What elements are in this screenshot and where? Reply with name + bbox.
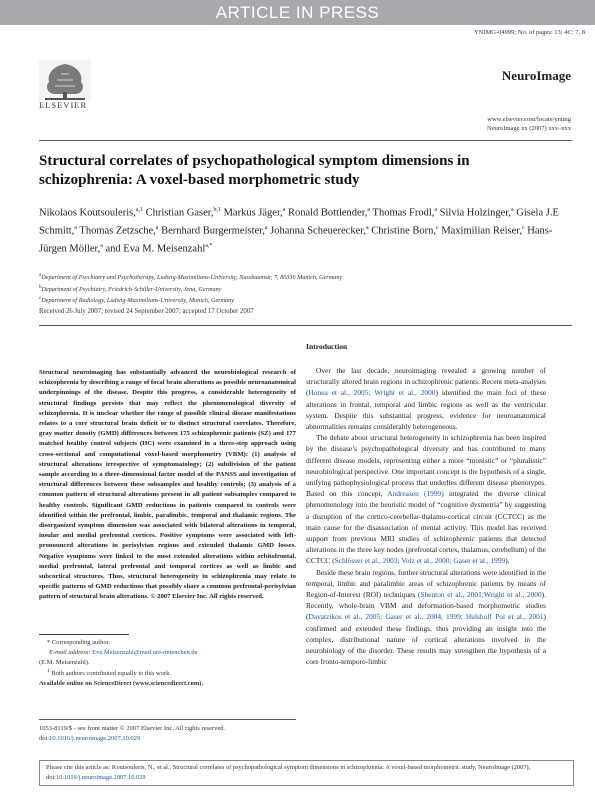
author-name: Markus Jäger,	[223, 207, 283, 219]
author-name: Maximilian Reiser,	[441, 225, 522, 237]
author-affiliation-marker: a,1	[135, 207, 143, 213]
email-line	[39, 648, 296, 658]
correspondence-footnote	[39, 638, 296, 689]
header-rule	[39, 140, 572, 141]
article-in-press-banner: ARTICLE IN PRESS	[0, 0, 595, 25]
doi-prefix: doi:	[39, 734, 50, 742]
issn-line: 1053-8119/$ - see front matter © 2007 Elsevier Inc. All rights reserved.	[39, 725, 226, 732]
author-name: Christine Born,	[371, 225, 437, 237]
intro-p2-text-b: integrated the diverse clinical phenomenology into the heuristic model of “cognitive dysmetria” by suggesting a disruption of the cortico-cerebellar-thalamo-cortical circuit (CCTCC) as the main cause for the disassociation of mental activity. This model has received support from previous MRI studies of schizophrenic patients that detected alterations in the three key nodes (prefrontal cortex, thalamus, cerebellum) of the CCTCC (	[306, 489, 546, 566]
author-affiliation-marker: a	[282, 207, 286, 213]
author-name: Thomas Zetzsche,	[79, 225, 156, 237]
affiliation-marker: a	[39, 273, 42, 278]
author-affiliation-marker: a	[155, 225, 159, 231]
intro-p1-ref[interactable]: Honea et al., 2005; Wright et al., 2000	[308, 388, 436, 398]
introduction-column	[306, 342, 546, 667]
journal-url[interactable]: www.elsevier.com/locate/ynimg	[487, 116, 571, 123]
intro-paragraph-1	[306, 365, 546, 432]
author-name: Gisela J.E Schmitt,	[39, 207, 559, 237]
author-list	[39, 203, 559, 257]
author-name: Silvia Holzinger,	[439, 207, 511, 219]
intro-p3-ref-2[interactable]: Davatzikos et al., 2005; Gaser et al., 2004, 1999; Hulshoff Pol et al., 2001	[308, 612, 544, 622]
footnote-rule	[39, 634, 129, 635]
citation-body: Please cite this article as: Koutsouleris, N., et al., Structural correlates of psychopathological symptom dimensions in schizophrenia: A voxel-based morphometric study, NeuroImage (2007), doi:	[46, 764, 531, 781]
author-name: Ronald Bottlender,	[287, 207, 368, 219]
author-affiliation-marker: c	[436, 225, 439, 231]
affiliation-marker: b	[39, 284, 42, 290]
author-affiliation-marker: a	[434, 207, 438, 213]
citation-doi-link[interactable]: 10.1016/j.neuroimage.2007.10.029	[55, 774, 146, 781]
affiliation-marker: c	[39, 296, 42, 302]
journal-issue: NeuroImage xx (2007) xxx–xxx	[487, 125, 571, 132]
intro-p2-ref-1[interactable]: Andreasen (1999)	[387, 489, 444, 499]
footnote-text: Both authors contributed equally to this work.	[51, 670, 172, 678]
affiliations	[39, 271, 559, 306]
intro-p3-text-a: Beside these brain regions, further structural alterations were identified in the temporal, limbic and paralimbic areas of schizophrenic patients by means of Region-of-Interest (ROI) techniques (	[306, 567, 546, 600]
issn-block	[39, 724, 296, 743]
received-dates: Received 26 July 2007; revised 24 September 2007; accepted 17 October 2007	[39, 308, 254, 315]
intro-p3-ref-1[interactable]: Shenton et al., 2001;Wright et al., 2000	[420, 590, 542, 600]
article-title: Structural correlates of psychopathological symptom dimensions in schizophrenia: A voxel-based morphometric study	[39, 153, 470, 188]
intro-p1-text-a: Over the last decade, neuroimaging revealed a growing number of structurally altered brain regions in schizophrenic patients. Recent meta-analyses (	[306, 366, 546, 398]
author-name: Thomas Frodl,	[372, 207, 435, 219]
corresponding-author-label: * Corresponding author.	[47, 639, 111, 646]
author-name: Christian Gaser,	[145, 207, 214, 219]
introduction-heading: Introduction	[306, 342, 348, 351]
intro-p3-text-b: ). Recently, whole-brain VBM and deformation-based morphometric studies (	[306, 590, 546, 622]
citation-text	[46, 763, 566, 783]
email-owner: (E.M. Meisenzahl).	[39, 658, 90, 666]
manuscript-ref-line: YNIMG-04999; No. of pages: 13; 4C: 7, 8	[473, 29, 585, 36]
available-online: Available online on ScienceDirect (www.sciencedirect.com).	[39, 680, 204, 688]
author-name: Johanna Scheuerecker,	[270, 225, 366, 237]
intro-p2-ref-2[interactable]: Schlösser et al., 2003; Volz et al., 2000; Gaser et al., 1999	[334, 556, 506, 566]
author-affiliation-marker: a	[365, 225, 369, 231]
journal-name: NeuroImage	[501, 68, 571, 83]
author-affiliation-marker: b,1	[213, 207, 221, 213]
footnote-marker: 1	[47, 668, 50, 675]
abstract-top-rule	[39, 325, 572, 326]
email-link[interactable]: Eva.Meisenzahl@med.uni-muenchen.de	[92, 648, 198, 656]
intro-paragraph-3	[306, 567, 546, 668]
author-name: Hans-Jürgen Möller,	[39, 225, 553, 255]
intro-p3-text-c: ) confirmed and extended these findings, thus providing an insight into the complex, distributional nature of cortical alterations involved in the neurobiology of the disorder. These results may strengthen the hypothesis of a core fronto-temporo-limbic	[306, 612, 546, 667]
author-name: Nikolaos Koutsouleris,	[39, 207, 136, 219]
affiliation-text: Department of Radiology, Ludwig-Maximilians-University, Munich, Germany	[41, 297, 235, 305]
doi-line	[39, 734, 296, 744]
intro-paragraph-2	[306, 432, 546, 566]
author-affiliation-marker: a	[511, 207, 514, 213]
abstract: Structural neuroimaging has substantially advanced the neurobiological research of schizophrenia by describing a range of focal brain alterations as possible neuroanatomical underpinnings of the disease. Despite this progress, a considerable heterogeneity of structural findings persists that may reflect the phenomenological diversity of schizophrenia. It is unclear whether the range of possible clinical disease manifestations relates to a core structural brain deficit or to distinct structural correlates. Therefore, gray matter density (GMD) differences between 175 schizophrenic patients (SZ) and 177 matched healthy control subjects (HC) were examined in a three-step approach using cross-sectional and computational voxel-based morphometry (VBM): (1) analysis of structural alterations irrespective of symptomatology; (2) subdivision of the patient sample according to a three-dimensional factor model of the PANSS and investigation of structural differences between these subsamples and healthy controls; (3) analysis of a common pattern of structural alterations present in all patient subsamples compared to healthy controls. Significant GMD reductions in patients compared to controls were identified within the prefrontal, limbic, paralimbic, temporal and thalamic regions. The disorganized symptom dimension was associated with bilateral alterations in temporal, insular and medial prefrontal cortices. Positive symptoms were associated with left-pronounced alterations in perisylvian regions and extended thalamic GMD losses. Negative symptoms were linked to the most extended alterations within orbitofrontal, medial prefrontal, lateral prefrontal and temporal cortices as well as limbic and subcortical structures. Thus, structural heterogeneity in schizophrenia may relate to specific patterns of GMD reductions that possibly share a common prefrontal-perisylvian pattern of structural brain alterations. © 2007 Elsevier Inc. All rights reserved.	[39, 369, 296, 601]
affiliation-line	[39, 283, 559, 295]
author-affiliation-marker: c	[521, 225, 525, 231]
intro-p1-text-b: ) identified the main foci of these alterations in frontal, temporal and limbic regions as well as the ventricular system. Despite this substantial progress, evidence for neuroanatomical abnormalities remains considerably heterogeneous.	[306, 388, 546, 432]
intro-p2-text-a: The debate about structural heterogeneity in schizophrenia has been inspired by the disease’s psychopathological diversity and has contributed to many different disease models, representing either a more “monistic” or “pluralistic” neurobiological perspective. One important concept is the hypothesis of a single, unifying pathophysiological process that underlies different disease phenotypes. Based on this concept,	[306, 433, 546, 499]
equal-contribution-footnote	[39, 667, 296, 679]
affiliation-line	[39, 271, 559, 283]
affiliation-text: Department of Psychiatry, Friedrich-Schiller-University, Jena, Germany	[41, 285, 222, 293]
author-affiliation-marker: a	[100, 243, 103, 249]
journal-info	[487, 115, 571, 133]
doi-link[interactable]: 10.1016/j.neuroimage.2007.10.029	[49, 734, 141, 742]
intro-p2-text-c: ).	[505, 556, 510, 566]
affiliation-line	[39, 294, 559, 306]
author-affiliation-marker: a,*	[205, 243, 213, 249]
author-name: and Eva M. Meisenzahl	[105, 243, 206, 255]
author-affiliation-marker: a	[74, 225, 77, 231]
author-name: Bernhard Burgermeister,	[161, 225, 265, 237]
affiliation-text: Department of Psychiatry and Psychotherapy, Ludwig-Maximilians-University, Nussbaumstr, 7, 80336 Munich, Germany	[41, 274, 343, 282]
issn-rule	[39, 719, 296, 720]
author-affiliation-marker: a	[264, 225, 268, 231]
author-affiliation-marker: a	[367, 207, 371, 213]
publisher-name: ELSEVIER	[39, 100, 88, 110]
email-label: E-mail address:	[49, 648, 91, 656]
